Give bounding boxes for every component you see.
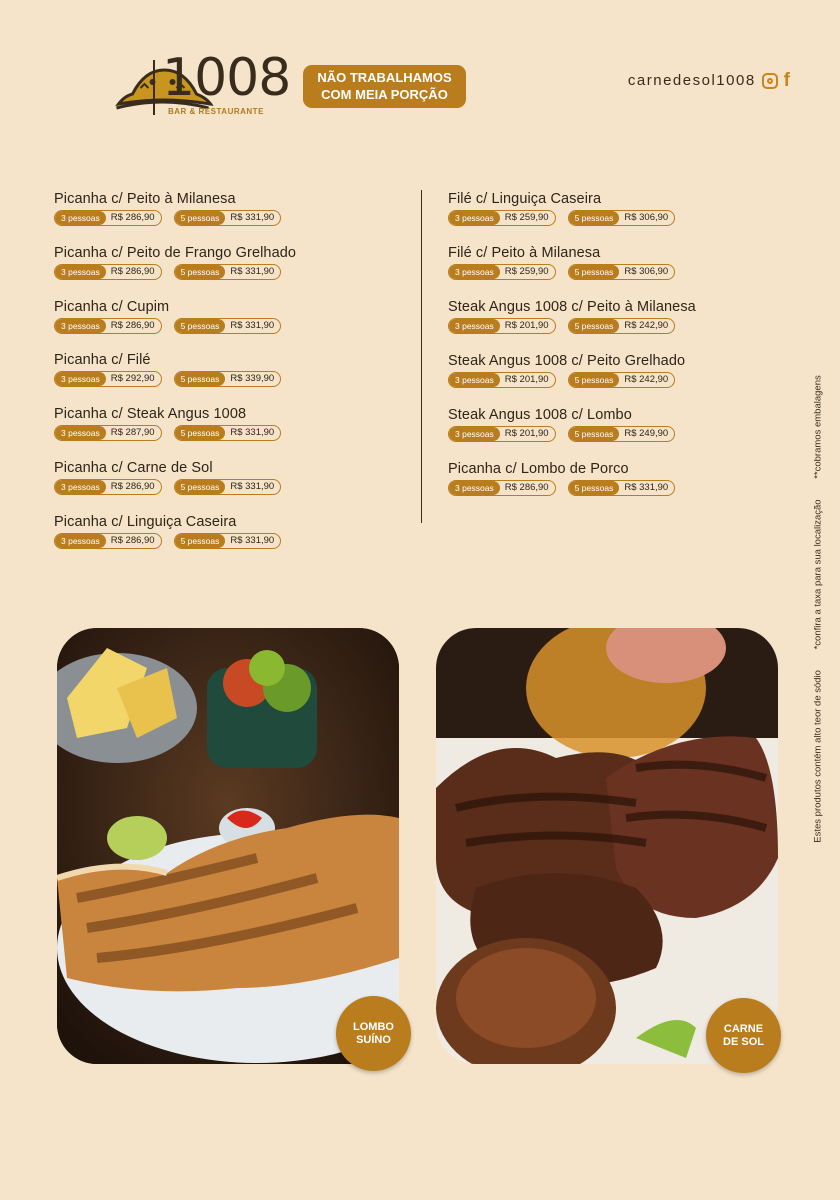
price-3-pessoas bbox=[54, 210, 162, 226]
menu-item-prices bbox=[54, 533, 384, 549]
menu-item-prices bbox=[448, 480, 778, 496]
price-label: 3 pessoas bbox=[449, 373, 500, 387]
badge-line-1: LOMBO bbox=[353, 1020, 394, 1033]
price-label: 5 pessoas bbox=[175, 211, 226, 225]
menu-item bbox=[54, 190, 384, 226]
carne-de-sol-badge bbox=[706, 998, 781, 1073]
menu-item-name: Steak Angus 1008 c/ Peito à Milanesa bbox=[448, 299, 696, 315]
price-label: 3 pessoas bbox=[449, 211, 500, 225]
price-5-pessoas bbox=[568, 426, 676, 442]
menu-item-name: Picanha c/ Peito à Milanesa bbox=[54, 191, 236, 207]
price-label: 5 pessoas bbox=[569, 481, 620, 495]
price-label: 5 pessoas bbox=[175, 426, 226, 440]
price-value: R$ 331,90 bbox=[230, 266, 275, 277]
price-value: R$ 286,90 bbox=[110, 320, 155, 331]
menu-item-name: Filé c/ Linguiça Caseira bbox=[448, 191, 602, 207]
menu-item-name: Picanha c/ Peito de Frango Grelhado bbox=[54, 245, 297, 261]
menu-item-prices bbox=[54, 318, 384, 334]
price-label: 3 pessoas bbox=[55, 534, 106, 548]
price-label: 3 pessoas bbox=[55, 265, 106, 279]
price-value: R$ 306,90 bbox=[624, 212, 669, 223]
price-label: 5 pessoas bbox=[569, 319, 620, 333]
price-label: 5 pessoas bbox=[175, 534, 226, 548]
price-5-pessoas bbox=[174, 264, 282, 280]
price-label: 5 pessoas bbox=[175, 265, 226, 279]
menu-item bbox=[448, 190, 778, 226]
menu-item-name: Filé c/ Peito à Milanesa bbox=[448, 245, 601, 261]
menu-item bbox=[448, 244, 778, 280]
price-5-pessoas bbox=[568, 210, 676, 226]
half-portion-notice bbox=[303, 65, 466, 108]
price-3-pessoas bbox=[448, 318, 556, 334]
price-value: R$ 286,90 bbox=[504, 482, 549, 493]
menu-item bbox=[54, 405, 384, 441]
menu-item bbox=[54, 298, 384, 334]
price-label: 5 pessoas bbox=[569, 427, 620, 441]
footnotes bbox=[813, 357, 824, 842]
menu-item-name: Steak Angus 1008 c/ Lombo bbox=[448, 407, 632, 423]
price-label: 5 pessoas bbox=[175, 319, 226, 333]
price-5-pessoas bbox=[174, 425, 282, 441]
notice-line-2: COM MEIA PORÇÃO bbox=[321, 87, 448, 102]
price-5-pessoas bbox=[174, 371, 282, 387]
price-value: R$ 286,90 bbox=[110, 212, 155, 223]
badge-line-2: SUÍNO bbox=[356, 1033, 391, 1046]
menu-item-name: Picanha c/ Steak Angus 1008 bbox=[54, 406, 247, 422]
price-value: R$ 286,90 bbox=[110, 535, 155, 546]
menu-item-prices bbox=[448, 264, 778, 280]
menu-item-prices bbox=[448, 426, 778, 442]
price-value: R$ 331,90 bbox=[230, 535, 275, 546]
price-3-pessoas bbox=[54, 479, 162, 495]
column-divider bbox=[421, 190, 422, 523]
price-label: 3 pessoas bbox=[449, 427, 500, 441]
price-3-pessoas bbox=[54, 425, 162, 441]
footnote-delivery-fee: *confira a taxa para sua localização bbox=[812, 499, 824, 650]
price-value: R$ 306,90 bbox=[624, 266, 669, 277]
menu-item bbox=[54, 459, 384, 495]
price-5-pessoas bbox=[174, 479, 282, 495]
facebook-icon[interactable]: f bbox=[783, 69, 790, 91]
price-value: R$ 201,90 bbox=[504, 320, 549, 331]
price-value: R$ 331,90 bbox=[230, 212, 275, 223]
photo-lombo-suino bbox=[57, 628, 399, 1064]
menu-item-name: Picanha c/ Carne de Sol bbox=[54, 460, 213, 476]
price-5-pessoas bbox=[568, 372, 676, 388]
price-label: 5 pessoas bbox=[569, 211, 620, 225]
price-value: R$ 292,90 bbox=[110, 373, 155, 384]
price-value: R$ 287,90 bbox=[110, 427, 155, 438]
price-3-pessoas bbox=[448, 264, 556, 280]
menu-left-column bbox=[54, 190, 384, 567]
social-links bbox=[627, 69, 790, 91]
menu-right-column bbox=[448, 190, 778, 514]
price-label: 3 pessoas bbox=[449, 265, 500, 279]
menu-item-prices bbox=[448, 210, 778, 226]
footnote-sodium: Estes produtos contém alto teor de sódio bbox=[812, 670, 824, 843]
price-label: 3 pessoas bbox=[449, 481, 500, 495]
price-value: R$ 259,90 bbox=[504, 212, 549, 223]
price-label: 3 pessoas bbox=[55, 211, 106, 225]
price-5-pessoas bbox=[174, 318, 282, 334]
brand-subtitle: BAR & RESTAURANTE bbox=[168, 107, 264, 116]
price-value: R$ 286,90 bbox=[110, 481, 155, 492]
price-3-pessoas bbox=[448, 480, 556, 496]
price-value: R$ 331,90 bbox=[624, 482, 669, 493]
price-value: R$ 331,90 bbox=[230, 320, 275, 331]
price-label: 5 pessoas bbox=[175, 372, 226, 386]
price-5-pessoas bbox=[174, 210, 282, 226]
price-3-pessoas bbox=[54, 533, 162, 549]
price-value: R$ 339,90 bbox=[230, 373, 275, 384]
menu-item-prices bbox=[54, 210, 384, 226]
brand-name: 1008 bbox=[162, 48, 291, 108]
price-3-pessoas bbox=[448, 372, 556, 388]
menu-item-name: Picanha c/ Linguiça Caseira bbox=[54, 514, 237, 530]
menu-item-prices bbox=[54, 264, 384, 280]
price-label: 5 pessoas bbox=[175, 480, 226, 494]
menu-item bbox=[448, 460, 778, 496]
price-value: R$ 242,90 bbox=[624, 320, 669, 331]
menu-item-prices bbox=[448, 372, 778, 388]
menu-item-name: Steak Angus 1008 c/ Peito Grelhado bbox=[448, 353, 686, 369]
price-value: R$ 242,90 bbox=[624, 374, 669, 385]
menu-item bbox=[448, 406, 778, 442]
menu-item-name: Picanha c/ Lombo de Porco bbox=[448, 461, 629, 477]
price-5-pessoas bbox=[568, 480, 676, 496]
price-value: R$ 249,90 bbox=[624, 428, 669, 439]
price-value: R$ 331,90 bbox=[230, 481, 275, 492]
menu-item bbox=[54, 244, 384, 280]
price-3-pessoas bbox=[448, 210, 556, 226]
price-5-pessoas bbox=[568, 264, 676, 280]
price-label: 3 pessoas bbox=[55, 426, 106, 440]
menu-item bbox=[54, 351, 384, 387]
price-3-pessoas bbox=[448, 426, 556, 442]
price-label: 3 pessoas bbox=[55, 372, 106, 386]
price-value: R$ 331,90 bbox=[230, 427, 275, 438]
logo-divider bbox=[153, 60, 155, 115]
price-value: R$ 201,90 bbox=[504, 374, 549, 385]
price-label: 3 pessoas bbox=[55, 319, 106, 333]
price-label: 3 pessoas bbox=[55, 480, 106, 494]
notice-line-1: NÃO TRABALHAMOS bbox=[317, 70, 452, 85]
price-label: 5 pessoas bbox=[569, 373, 620, 387]
instagram-icon[interactable] bbox=[762, 73, 778, 89]
price-label: 3 pessoas bbox=[449, 319, 500, 333]
photo-carne-de-sol bbox=[436, 628, 778, 1064]
price-5-pessoas bbox=[568, 318, 676, 334]
menu-item bbox=[54, 513, 384, 549]
menu-item-prices bbox=[54, 371, 384, 387]
price-value: R$ 286,90 bbox=[110, 266, 155, 277]
price-3-pessoas bbox=[54, 264, 162, 280]
menu-item-name: Picanha c/ Filé bbox=[54, 352, 151, 368]
price-3-pessoas bbox=[54, 371, 162, 387]
price-value: R$ 259,90 bbox=[504, 266, 549, 277]
menu-item-prices bbox=[448, 318, 778, 334]
menu-item bbox=[448, 298, 778, 334]
price-5-pessoas bbox=[174, 533, 282, 549]
price-value: R$ 201,90 bbox=[504, 428, 549, 439]
price-label: 5 pessoas bbox=[569, 265, 620, 279]
menu-item bbox=[448, 352, 778, 388]
social-handle[interactable]: carnedesol1008 bbox=[627, 72, 756, 89]
menu-item-name: Picanha c/ Cupim bbox=[54, 299, 170, 315]
badge-line-1: CARNE bbox=[723, 1022, 764, 1035]
price-3-pessoas bbox=[54, 318, 162, 334]
menu-item-prices bbox=[54, 425, 384, 441]
lombo-suino-badge bbox=[336, 996, 411, 1071]
footnote-packaging: **cobramos embalagens bbox=[812, 375, 824, 479]
menu-item-prices bbox=[54, 479, 384, 495]
badge-line-2: DE SOL bbox=[723, 1035, 764, 1048]
